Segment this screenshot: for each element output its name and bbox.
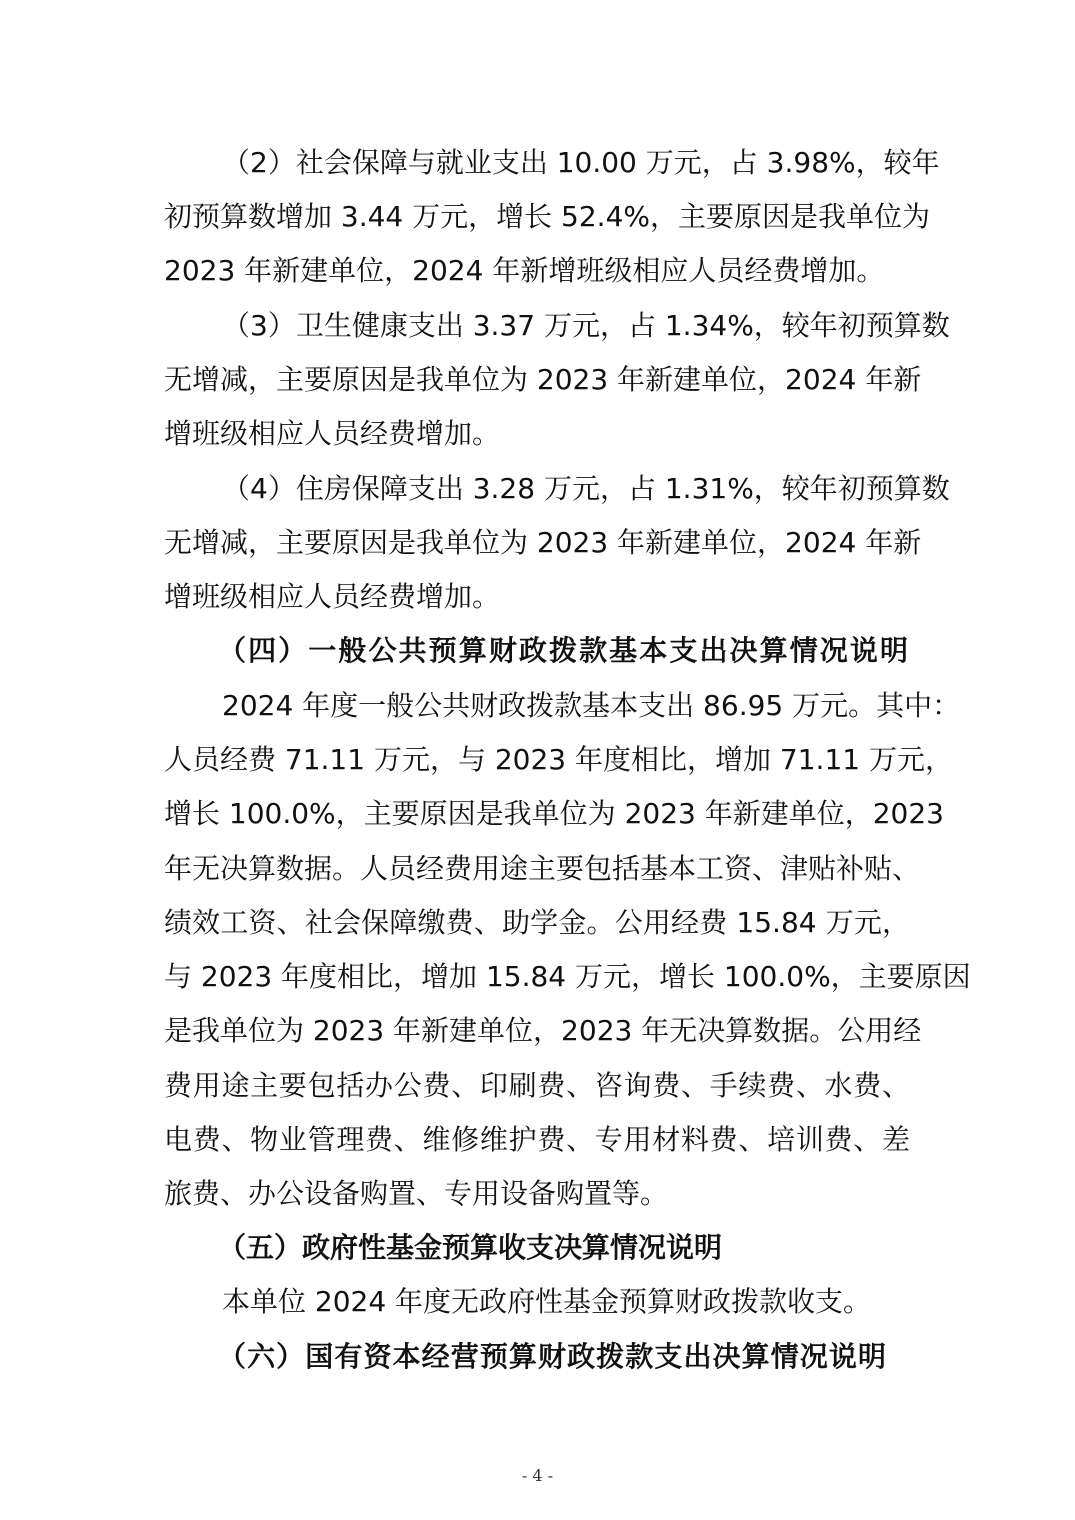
paragraph-line: 2024 年度一般公共财政拨款基本支出 86.95 万元。其中：: [222, 689, 961, 722]
section-heading: （六）国有资本经营预算财政拨款支出决算情况说明: [218, 1340, 886, 1373]
paragraph-line: 2023 年新建单位，2024 年新增班级相应人员经费增加。: [164, 254, 885, 287]
paragraph-line: （4）住房保障支出 3.28 万元，占 1.31%，较年初预算数: [222, 472, 950, 505]
paragraph-line: 增长 100.0%，主要原因是我单位为 2023 年新建单位，2023: [164, 797, 944, 830]
paragraph-line: 是我单位为 2023 年新建单位，2023 年无决算数据。公用经: [164, 1014, 922, 1047]
paragraph-line: 与 2023 年度相比，增加 15.84 万元，增长 100.0%，主要原因: [164, 960, 971, 993]
paragraph-line: 增班级相应人员经费增加。: [164, 417, 501, 450]
paragraph-line: 旅费、办公设备购置、专用设备购置等。: [164, 1177, 669, 1210]
paragraph-line: 年无决算数据。人员经费用途主要包括基本工资、津贴补贴、: [164, 852, 921, 885]
paragraph-line: 电费、物业管理费、维修维护费、专用材料费、培训费、差: [164, 1123, 910, 1156]
paragraph-line: 无增减，主要原因是我单位为 2023 年新建单位，2024 年新: [164, 526, 922, 559]
paragraph-line: （2）社会保障与就业支出 10.00 万元，占 3.98%，较年: [222, 146, 940, 179]
paragraph-line: 初预算数增加 3.44 万元，增长 52.4%，主要原因是我单位为: [164, 200, 930, 233]
paragraph-line: 费用途主要包括办公费、印刷费、咨询费、手续费、水费、: [164, 1069, 910, 1102]
paragraph-line: 绩效工资、社会保障缴费、助学金。公用经费 15.84 万元，: [164, 906, 910, 939]
page-number: - 4 -: [521, 1466, 554, 1485]
paragraph-line: 人员经费 71.11 万元，与 2023 年度相比，增加 71.11 万元，: [164, 743, 953, 776]
paragraph-line: 增班级相应人员经费增加。: [164, 580, 501, 613]
paragraph-line: （3）卫生健康支出 3.37 万元，占 1.34%，较年初预算数: [222, 309, 950, 342]
paragraph-line: 无增减，主要原因是我单位为 2023 年新建单位，2024 年新: [164, 363, 922, 396]
section-heading: （四）一般公共预算财政拨款基本支出决算情况说明: [218, 634, 908, 667]
paragraph-line: 本单位 2024 年度无政府性基金预算财政拨款收支。: [222, 1285, 872, 1318]
section-heading: （五）政府性基金预算收支决算情况说明: [218, 1231, 723, 1264]
